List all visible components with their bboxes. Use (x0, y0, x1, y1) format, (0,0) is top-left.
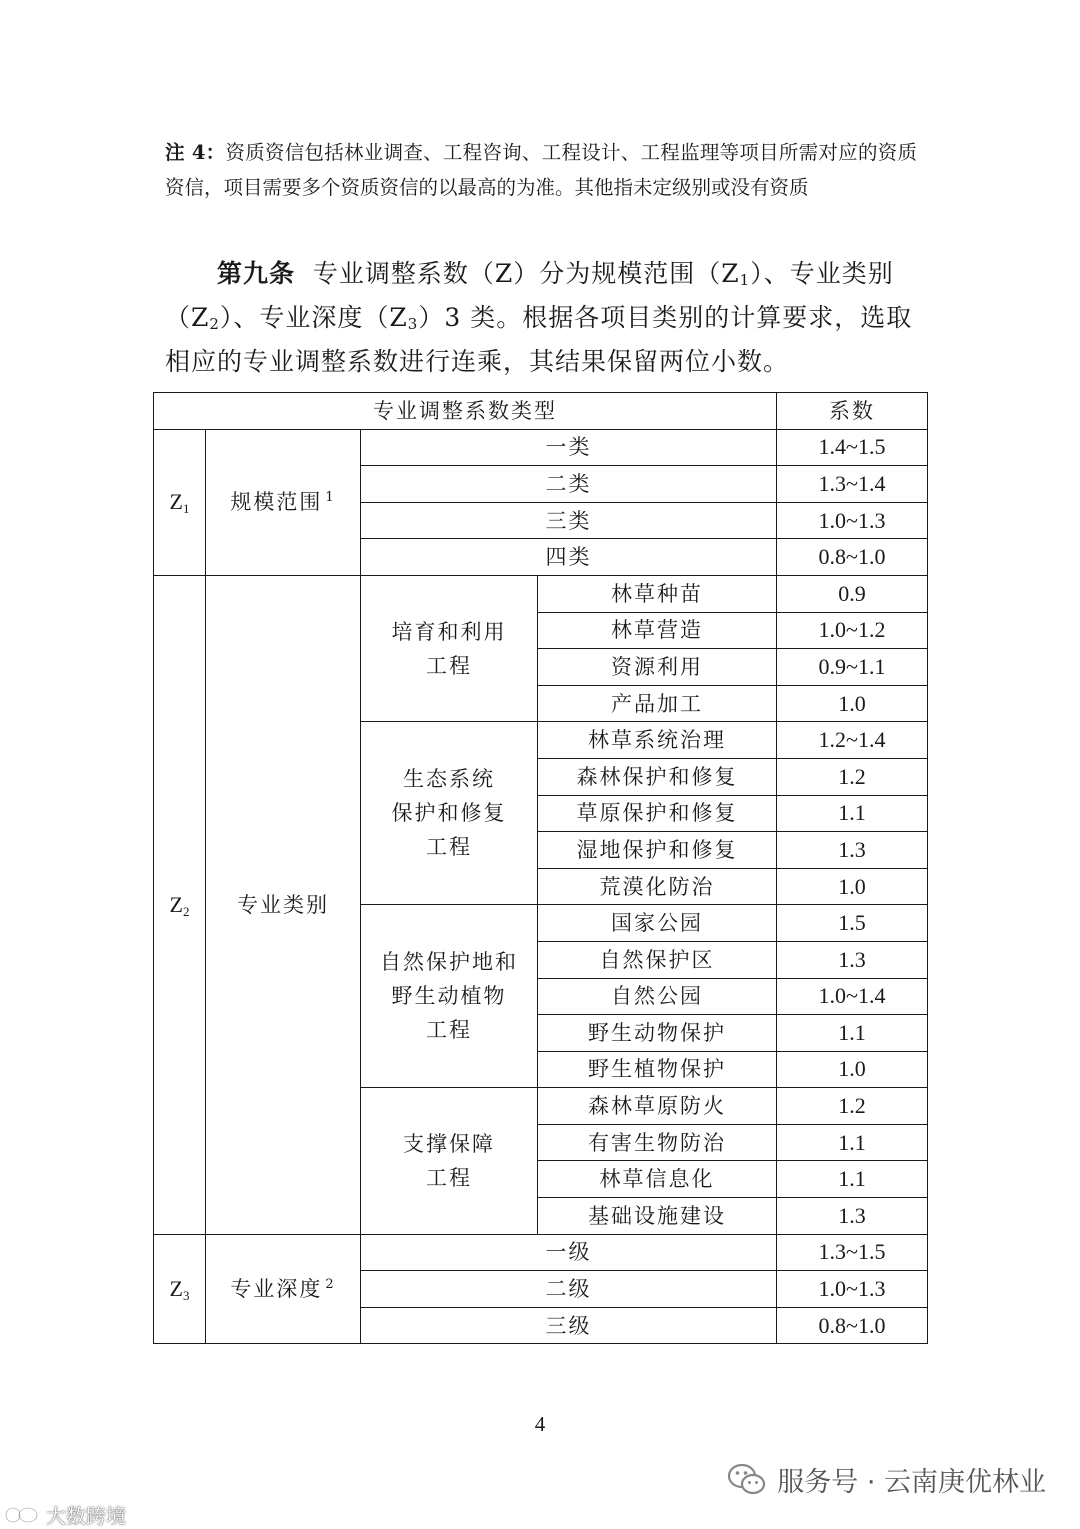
z1-note: 1 (325, 490, 336, 506)
coefficient-table (153, 392, 928, 1344)
z1-sub: 1 (182, 501, 190, 517)
group-line: 自然保护地和 (380, 950, 518, 975)
z3-label-cell: 二级 (361, 1271, 777, 1308)
z2-value-cell: 1.0 (777, 685, 928, 722)
z2-label-cell: 林草种苗 (538, 575, 777, 612)
z3-value-cell: 1.3~1.5 (777, 1234, 928, 1271)
group-line: 培育和利用 (391, 619, 507, 644)
z2-value-cell: 1.2 (777, 1088, 928, 1125)
z2-label-cell: 野生植物保护 (538, 1051, 777, 1088)
table-row (154, 429, 928, 466)
article-title: 第九条 (217, 259, 296, 288)
z1-value-cell: 1.0~1.3 (777, 502, 928, 539)
z2-label-cell: 自然保护区 (538, 941, 777, 978)
article-text-1: 专业调整系数（Z）分为规模范围（Z (312, 259, 740, 288)
z3-value-cell: 1.0~1.3 (777, 1271, 928, 1308)
z2-label-cell: 湿地保护和修复 (538, 832, 777, 869)
group-line: 野生动植物 (391, 984, 507, 1009)
z2-code: Z (169, 891, 183, 917)
z2-label-cell: 产品加工 (538, 685, 777, 722)
z3-sub: 3 (182, 1288, 190, 1304)
z1-value-cell: 1.4~1.5 (777, 429, 928, 466)
group-line: 保护和修复 (391, 801, 507, 826)
z1-label-cell: 二类 (361, 466, 777, 503)
z2-value-cell: 1.2 (777, 758, 928, 795)
z2-label-cell: 林草系统治理 (538, 722, 777, 759)
z3-code: Z (169, 1276, 183, 1302)
watermark-service-account (727, 1460, 1046, 1499)
note-paragraph (165, 136, 917, 205)
z2-value-cell: 1.1 (777, 795, 928, 832)
z3-note: 2 (325, 1277, 336, 1293)
article-text-3: ）、专业深度（Z (219, 303, 408, 332)
article-paragraph (165, 252, 917, 384)
z2-value-cell: 1.1 (777, 1161, 928, 1198)
z2-value-cell: 1.0~1.2 (777, 612, 928, 649)
article-text-4: ）3 类。根据各项目类别的计算要求，选取相应的专业调整系数进行连乘，其结果保留两位小数。 (165, 303, 913, 376)
z2-group-cell (361, 722, 538, 905)
group-line: 工程 (426, 835, 472, 860)
z2-value-cell: 1.0 (777, 868, 928, 905)
z2-sub: 2 (182, 903, 190, 919)
z2-label-cell: 基础设施建设 (538, 1198, 777, 1235)
z2-value-cell: 0.9 (777, 575, 928, 612)
table-row (154, 575, 928, 612)
group-line: 支撑保障 (403, 1131, 495, 1156)
z1-code: Z (169, 489, 183, 515)
table-header-row (154, 393, 928, 430)
watermark-right-text: 服务号 · 云南庚优林业 (777, 1467, 1046, 1498)
z2-value-cell: 1.1 (777, 1124, 928, 1161)
table-row (154, 1234, 928, 1271)
z3-code-cell (154, 1234, 206, 1344)
watermark-brand (4, 1500, 126, 1529)
z2-group-cell (361, 1088, 538, 1234)
z2-value-cell: 1.5 (777, 905, 928, 942)
watermark-left-text: 大数跨境 (46, 1504, 126, 1528)
z2-value-cell: 1.2~1.4 (777, 722, 928, 759)
article-sub-3: 3 (407, 315, 419, 333)
z2-value-cell: 0.9~1.1 (777, 649, 928, 686)
z2-value-cell: 1.3 (777, 941, 928, 978)
z2-label-cell: 林草营造 (538, 612, 777, 649)
z1-value-cell: 0.8~1.0 (777, 539, 928, 576)
group-line: 工程 (426, 1018, 472, 1043)
z2-value-cell: 1.0~1.4 (777, 978, 928, 1015)
z2-group-cell (361, 575, 538, 721)
page-number: 4 (534, 1412, 546, 1436)
z1-name-cell (206, 429, 361, 575)
z2-label-cell: 资源利用 (538, 649, 777, 686)
z2-label-cell: 自然公园 (538, 978, 777, 1015)
z2-name-cell: 专业类别 (206, 575, 361, 1234)
note-text: 资质资信包括林业调查、工程咨询、工程设计、工程监理等项目所需对应的资质资信，项目需要多个资质资信的以最高的为准。其他指未定级别或没有资质 (165, 141, 917, 199)
note-lead: 注 4： (165, 141, 226, 164)
group-line: 工程 (426, 1165, 472, 1190)
z1-value-cell: 1.3~1.4 (777, 466, 928, 503)
z1-label-cell: 一类 (361, 429, 777, 466)
z2-group-cell (361, 905, 538, 1088)
z3-value-cell: 0.8~1.0 (777, 1307, 928, 1344)
z2-value-cell: 1.3 (777, 1198, 928, 1235)
z2-value-cell: 1.0 (777, 1051, 928, 1088)
z3-name-cell (206, 1234, 361, 1344)
z1-label-cell: 三类 (361, 502, 777, 539)
article-text-2: ）、专业类别（Z (165, 259, 894, 332)
wechat-icon (727, 1463, 767, 1497)
article-sub-1: 1 (739, 271, 751, 289)
z2-label-cell: 草原保护和修复 (538, 795, 777, 832)
z3-name: 专业深度 (230, 1277, 323, 1302)
z2-label-cell: 森林草原防火 (538, 1088, 777, 1125)
z2-label-cell: 野生动物保护 (538, 1015, 777, 1052)
z1-code-cell (154, 429, 206, 575)
z2-value-cell: 1.1 (777, 1015, 928, 1052)
z2-label-cell: 森林保护和修复 (538, 758, 777, 795)
group-line: 生态系统 (403, 767, 495, 792)
group-line: 工程 (426, 653, 472, 678)
z1-label-cell: 四类 (361, 539, 777, 576)
z2-label-cell: 有害生物防治 (538, 1124, 777, 1161)
z1-name: 规模范围 (230, 490, 323, 515)
header-type-cell: 专业调整系数类型 (154, 393, 777, 430)
article-sub-2: 2 (209, 315, 220, 333)
z2-label-cell: 国家公园 (538, 905, 777, 942)
z2-value-cell: 1.3 (777, 832, 928, 869)
brand-logo-icon (4, 1504, 40, 1526)
header-coef-cell: 系数 (777, 393, 928, 430)
z2-label-cell: 荒漠化防治 (538, 868, 777, 905)
z3-label-cell: 一级 (361, 1234, 777, 1271)
z2-label-cell: 林草信息化 (538, 1161, 777, 1198)
z2-code-cell (154, 575, 206, 1234)
z3-label-cell: 三级 (361, 1307, 777, 1344)
